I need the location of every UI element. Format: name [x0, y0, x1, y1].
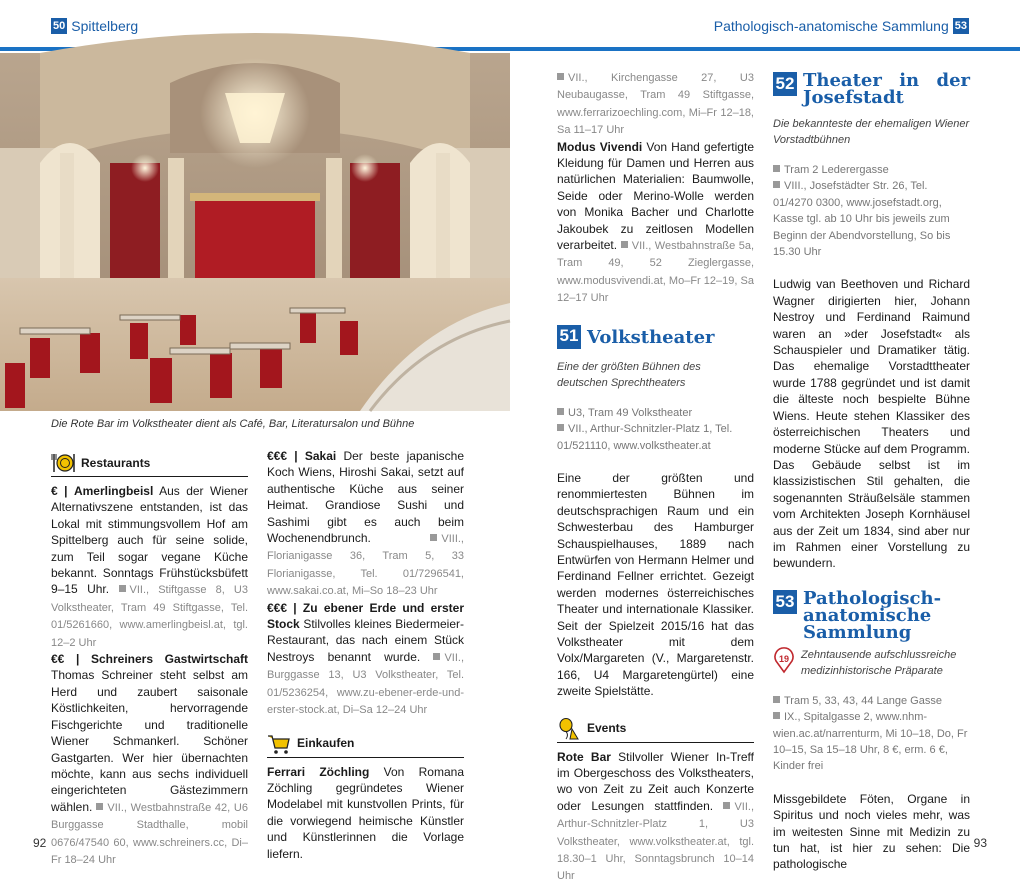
chapter-number-badge: 53 [954, 20, 967, 32]
events-heading [557, 718, 754, 743]
info-square-icon [773, 165, 780, 172]
listing-text: Von Hand gefertigte Kleidung für Damen und Herren aus natürlichen Materialien: Baumwolle, Seide oder Merino-Wolle werden von Monika Bacher und Charlotte Jakoubek zu zeitlosen Modellen verarbeitet. [557, 139, 754, 253]
sight-transport: U3, Tram 49 Volkstheater [557, 405, 754, 421]
info-square-icon [557, 408, 564, 415]
sight-subtitle: Die bekannteste der ehemaligen Wiener Vorstadtbühnen [773, 118, 970, 146]
section-heading-label: Einkaufen [297, 736, 355, 751]
sight-transport: Tram 2 Lederergasse [773, 162, 970, 178]
sight-address: VII., Arthur-Schnitzler-Platz 1, Tel. 01/521110, www.volkstheater.at [557, 423, 733, 452]
sight-subtitle-row [773, 647, 970, 693]
page-number-left: 92 [33, 836, 47, 850]
sight-pathologie-title [773, 587, 970, 643]
sight-number-badge: 51 [557, 325, 581, 349]
price-category: €€€ | [267, 449, 298, 463]
info-square-icon [433, 653, 440, 660]
section-heading-label: Restaurants [81, 455, 151, 470]
column-restaurants-2 [267, 448, 464, 862]
column-restaurants-1 [51, 452, 248, 868]
listing-text: Stilvoller Wiener In-Treff im Obergeschoss des Volkstheaters, wo von Zeit zu Zeit auch Konzerte oder Lesungen stattfinden. [557, 749, 754, 813]
listing-text: Aus der Wiener Alternativszene entstanden, ist das Lokal mit stimmungsvollem Hof am Spittelberg auch für seine solide, zum Teil sogar vegane Küche bekannt. Sonntags Frühstücksbüfett 9–15 Uhr. [51, 484, 248, 597]
listing-modus-vivendi [557, 139, 754, 307]
listing-info: VII., Burggasse 13, U3 Volkstheater, Tel. 01/5236254, www.zu-ebener-erde-und-erster-stock.at, Di–Sa 12–24 Uhr [267, 651, 464, 717]
sight-subtitle: Zehntausende aufschlussreiche medizinhistorische Präparate [801, 648, 957, 677]
listing-info: VII., Westbahnstraße 5a, Tram 49, 52 Zieglergasse, www.modusvivendi.at, Mo–Fr 12–19, Sa 12–17 Uhr [557, 240, 755, 305]
sight-address: IX., Spitalgasse 2, www.nhm-wien.ac.at/narrenturm, Mi 10–18, Do, Fr 10–15, Sa 15–18 Uhr, 8 €, erm. 6 €, Kinder frei [773, 711, 968, 773]
page-number-right: 93 [973, 836, 987, 850]
info-square-icon [621, 241, 628, 248]
listing-ferrari-zoechling [267, 764, 464, 862]
listing-name: Zu ebener Erde und erster Stock [267, 600, 464, 632]
price-category: €€ | [51, 652, 80, 667]
restaurant-plate-icon [51, 452, 75, 474]
listing-rote-bar [557, 749, 754, 885]
price-category: €€€ | [267, 600, 297, 615]
info-square-icon [119, 585, 126, 592]
map-pin-icon [773, 647, 795, 673]
info-square-icon [773, 712, 780, 719]
info-square-icon [773, 696, 780, 703]
restaurants-heading [51, 452, 248, 477]
info-square-icon [430, 534, 437, 541]
rote-bar-photo [0, 53, 510, 411]
sight-subtitle: Eine der größten Bühnen des deutschen Sprechtheaters [557, 360, 701, 389]
sight-body-text: Ludwig van Beethoven und Richard Wagner dirigierten hier, Johann Nestroy und Ferdinand Raimund waren an »der Josefstadt« als Schauspieler und Dramatiker tätig. Das ehemalige Vorstadttheater wurde 1788 gegründet und ist damit die älteste noch bespielte Bühne Wiens. Heute stehen Klassiker des österreichischen Theaters und moderne Stücke auf dem Programm. Das Gebäude selbst ist im klassizistischen Stil gehalten, die sogenannten Sträußelsäle stammen vom Architekten Joseph Kornhäusel aus der Zeit um 1834, sind aber nur im Rahmen einer Vorstellung zu bewundern. [773, 277, 970, 571]
sight-body-text: Eine der größten und renommiertesten Bühnen im deutschsprachigen Raum und ein Schwesterbau des Hamburger Schauspielhauses, 1889 nach Entwürfen von Hermann Helmer und Ferdinand Fellner errichtet. Gezeigt werden modernes österreichisches Theater und internationale Klassiker. Seit der Spielzeit 2015/16 hat das Volkstheater mit dem Volx/Margareten (V., Margaretenstr. 166, U4 Margaretengürtel) eine zweite Spielstätte. [557, 470, 754, 699]
running-head-left [51, 18, 138, 34]
sight-transport: Tram 5, 33, 43, 44 Lange Gasse [773, 693, 970, 709]
listing-info: VII., Stiftgasse 8, U3 Volkstheater, Tram 49 Stiftgasse, Tel. 01/5261660, www.amerlingbeisl.at, tgl. 12–2 Uhr [51, 584, 248, 649]
listing-text: Von Romana Zöchling gegründetes Wiener Modelabel mit kunstvollen Prints, für die vorwiegend heimische Künstler und Künstlerinnen die Vorlage liefern. [267, 764, 464, 861]
listing-schreiners [51, 651, 248, 868]
listing-info: VII., Westbahnstraße 42, U6 Burggasse Stadthalle, mobil 0676/47540 60, www.schreiners.cc, Di–Fr 18–24 Uhr [51, 801, 248, 866]
column-volkstheater [557, 69, 754, 885]
listing-text: Thomas Schreiner steht selbst am Herd und zaubert saisonale Köstlichkeiten, hervorragende Fischgerichte und traditionelle Wiener Schmankerl. Schöner Gastgarten. Wer hier übernachten möchte, kann aus sechs individuell eingerichteten Gästezimmern wählen. [51, 668, 248, 814]
info-square-icon [557, 73, 564, 80]
info-square-icon [773, 181, 780, 188]
map-pin-label: 19 [778, 653, 789, 664]
events-balloon-icon [557, 718, 581, 740]
listing-text: Der beste japanische Koch Wiens, Hiroshi Sakai, setzt auf authentische Küche aus seiner Heimat. Grandiose Sushi und Sashimi gibt es auch beim Wochenendbrunch. [267, 449, 464, 546]
sight-josefstadt-title [773, 72, 970, 106]
chapter-number-badge: 50 [53, 20, 66, 32]
sight-name: Volkstheater [587, 326, 715, 348]
listing-ferrari-zoechling-info [557, 69, 754, 139]
listing-name: Schreiners Gastwirtschaft [90, 652, 248, 667]
running-head-right [714, 18, 969, 34]
info-square-icon [96, 803, 103, 810]
listing-amerlingbeisl [51, 483, 248, 651]
listing-name: Amerlingbeisl [73, 484, 154, 498]
sight-number-badge: 53 [773, 590, 797, 614]
sight-number-badge: 52 [773, 72, 797, 96]
price-category: € | [51, 484, 68, 498]
listing-info: VII., Arthur-Schnitzler-Platz 1, U3 Volkstheater, www.volkstheater.at, tgl. 18.30–1 Uhr, Sonntagsbrunch 10–14 Uhr [557, 800, 755, 883]
listing-info: VII., Kirchengasse 27, U3 Neubaugasse, Tram 49 Stiftgasse, www.ferrarizoechling.com, Mi–Fr 12–18, Sa 11–17 Uhr [557, 72, 754, 137]
column-josefstadt-pathologie [773, 72, 970, 873]
photo-caption: Die Rote Bar im Volkstheater dient als Café, Bar, Literatursalon und Bühne [51, 418, 415, 430]
sight-name: Theater in der Josefstadt [803, 70, 970, 108]
listing-name: Ferrari Zöchling [267, 764, 370, 779]
sight-body-text: Missgebildete Föten, Organe in Spiritus und noch vieles mehr, was im weitesten Sinne mit Medizin zu tun hat, ist hier zu sehen: Die pathologische [773, 791, 970, 872]
listing-zu-ebener-erde [267, 600, 464, 719]
listing-info: VIII., Florianigasse 36, Tram 5, 33 Florianigasse, Tel. 01/7296541, www.sakai.co.at, Mi–So 18–23 Uhr [267, 533, 464, 598]
shopping-cart-icon [267, 733, 291, 755]
sight-address: VIII., Josefstädter Str. 26, Tel. 01/4270 0300, www.josefstadt.org, Kasse tgl. ab 10 Uhr bis jeweils zum Beginn der Abendvorstellung, So bis 15.30 Uhr [773, 180, 951, 259]
shopping-heading [267, 733, 464, 758]
listing-name: Sakai [304, 449, 337, 463]
listing-sakai [267, 448, 464, 600]
sight-volkstheater-title [557, 325, 754, 349]
section-heading-label: Events [587, 721, 627, 736]
listing-name: Modus Vivendi [557, 139, 643, 154]
running-head-title: Spittelberg [71, 18, 139, 34]
info-square-icon [723, 802, 730, 809]
info-square-icon [557, 424, 564, 431]
running-head-title: Pathologisch-anatomische Sammlung [713, 18, 949, 34]
listing-text: Stilvolles kleines Biedermeier-Restaurant, das nach einem Stück Nestroys benannt wurde. [267, 617, 464, 664]
listing-name: Rote Bar [557, 749, 611, 764]
sight-name: Pathologisch-anatomische Sammlung [803, 587, 942, 643]
